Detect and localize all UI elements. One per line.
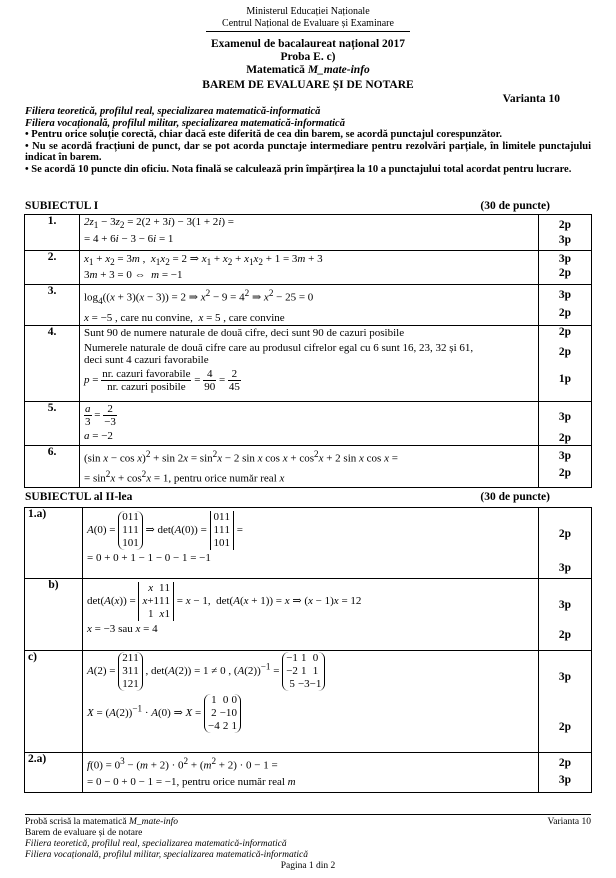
item-1b-points: 3p 2p: [539, 579, 592, 651]
section-1-table: [24, 214, 592, 488]
item-2-points: 3p 2p: [539, 251, 592, 285]
ministry-name: Ministerul Educației Naționale: [246, 6, 370, 17]
item-2-number: 2.: [25, 251, 80, 285]
item-2a-points: 2p 3p: [539, 753, 592, 793]
item-4-points: 2p 2p 1p: [539, 325, 592, 401]
barem-title: BAREM DE EVALUARE ȘI DE NOTARE: [202, 79, 414, 91]
footer-line-3: Filiera teoretică, profilul real, specializarea matematică-informatică: [25, 839, 287, 849]
proba-title: Proba E. c): [280, 51, 336, 63]
section-2-header: [25, 491, 550, 503]
item-1b-row: [25, 579, 592, 651]
section-1-header: [25, 200, 550, 212]
note-2: • Nu se acordă fracțiuni de punct, dar se pot acorda punctaje intermediare pentru rezolvări parțiale, în limitele punctajului indicat în barem.: [25, 140, 591, 164]
footer-variant: Varianta 10: [547, 817, 591, 827]
section-1-title: SUBIECTUL I: [25, 200, 99, 212]
subject-title: Matematică M_mate-info: [246, 64, 370, 76]
item-1b-number: b): [25, 579, 83, 651]
item-1-row: [25, 215, 592, 251]
item-1-solution: $2z_1 - 3z_2 = 2(2 + 3i) - 3(1 + 2i)$ = = 4 + 6i − 3 − 6i = 1: [80, 215, 539, 251]
item-5-points: 3p 2p: [539, 401, 592, 445]
item-1a-row: [25, 508, 592, 579]
item-1-points: 2p 3p: [539, 215, 592, 251]
item-4-number: 4.: [25, 325, 80, 401]
item-2a-number: 2.a): [25, 753, 83, 793]
item-1c-solution: A(2) = 2 1 1 3 1 1 1 2 1 , det(A(2)) = 1 ≠ 0 , $(A(2))^{-1}$ = −1 1 0 −2 1 1 5 −3 −1 $X = (A(2))^{-1} \cdot A(0)$ ⇒ X = 1 0 0 2 −1 0 −4 2 1: [83, 651, 539, 753]
item-4-line-2: Numerele naturale de două cifre care au produsul cifrelor egal cu 6 sunt 16, 23, 32 și 61,: [84, 341, 474, 354]
variant-label: Varianta 10: [502, 93, 560, 105]
item-6-row: [25, 445, 592, 487]
notes-block: [25, 106, 591, 176]
item-1c-number: c): [25, 651, 83, 753]
item-2-row: [25, 251, 592, 285]
item-4-line-1: Sunt 90 de numere naturale de două cifre, deci sunt 90 de cazuri posibile: [84, 326, 405, 339]
item-2-solution: $x_1 + x_2 = 3m$ , $x_1x_2 = 2$ ⇒ $x_1 + x_2 + x_1x_2 + 1 = 3m + 3$ 3m + 3 = 0 ⇔ m = −1: [80, 251, 539, 285]
item-3-points: 3p 2p: [539, 285, 592, 326]
filiera-1: Filiera teoretică, profilul real, specializarea matematică-informatică: [25, 106, 321, 117]
section-2-points: (30 de puncte): [480, 491, 550, 503]
item-1a-number: 1.a): [25, 508, 83, 579]
item-5-row: [25, 401, 592, 445]
item-1b-solution: det(A(x)) = x 1 1 x+1 1 1 1 x 1 = x − 1, det(A(x + 1)) = x ⇒ (x − 1)x = 12 x = −3 sau x = 4: [83, 579, 539, 651]
page-number: Pagina 1 din 2: [280, 861, 336, 871]
item-1a-points: 2p 3p: [539, 508, 592, 579]
exam-title: Examenul de bacalaureat național 2017: [210, 38, 406, 50]
item-6-solution: (sin $x - \cos x)^2 + \sin 2x = \sin^2x - 2$ sin x $\cos x + \cos^2x + 2$ sin x cos x = = $\sin^2x + \cos^2x = 1$, pentru orice număr real x: [80, 445, 539, 487]
section-2-title: SUBIECTUL al II-lea: [25, 491, 133, 503]
item-4-line-3: deci sunt 4 cazuri favorabile: [84, 353, 209, 366]
note-3: • Se acordă 10 puncte din oficiu. Nota finală se calculează prin împărțirea la 10 a punctajului total acordat pentru lucrare.: [25, 163, 572, 175]
item-4-row: [25, 325, 592, 401]
footer-line-1: Probă scrisă la matematică M_mate-info: [25, 817, 179, 827]
item-3-solution: $\log_4((x + 3)(x - 3)) = 2$ ⇒ $x^2 - 9 = 4^2$ ⇒ $x^2 - 25 = 0$ x = −5 , care nu convine, x = 5 , care convine: [80, 285, 539, 326]
item-4-solution: Sunt 90 de numere naturale de două cifre, deci sunt 90 de cazuri posibile Numerele naturale de două cifre care au produsul cifrelor egal cu 6 sunt 16, 23, 32 și 61, deci sunt 4 cazuri favorabile p = $\frac{\text{nr. cazuri favorabile}}{\text{nr. cazuri posibile}}$ = $\frac{4}{90}$ = $\frac{2}{45}$: [80, 325, 539, 401]
item-5-number: 5.: [25, 401, 80, 445]
footer-line-4: Filiera vocațională, profilul militar, specializarea matematică-informatică: [25, 850, 308, 860]
item-2a-solution: $f(0) = 0^3 - (m + 2) \cdot 0^2 + (m^2 + 2) \cdot 0 - 1$ = = 0 − 0 + 0 − 1 = −1, pentru orice număr real m: [83, 753, 539, 793]
page-footer: [25, 814, 591, 872]
item-3-row: [25, 285, 592, 326]
item-1-number: 1.: [25, 215, 80, 251]
filiera-2: Filiera vocațională, profilul militar, specializarea matematică-informatică: [25, 117, 345, 129]
item-6-points: 3p 2p: [539, 445, 592, 487]
center-name: Centrul Național de Evaluare și Examinare: [222, 18, 394, 29]
note-1: • Pentru orice soluție corectă, chiar dacă este diferită de cea din barem, se acordă punctajul corespunzător.: [25, 129, 502, 141]
header-divider: [206, 31, 410, 32]
section-2-table: [24, 507, 592, 793]
section-1-points: (30 de puncte): [480, 200, 550, 212]
item-1c-row: [25, 651, 592, 753]
item-1a-solution: A(0) = 0 1 1 1 1 1 1 0 1 ⇒ det(A(0)) = 0 1 1 1 1 1 1 0 1 = = 0 + 0 + 1 − 1 − 0 − 1 = −1: [83, 508, 539, 579]
item-6-number: 6.: [25, 445, 80, 487]
item-3-number: 3.: [25, 285, 80, 326]
item-5-solution: $\frac{a}{3}$ = $\frac{2}{-3}$ a = −2: [80, 401, 539, 445]
footer-line-2: Barem de evaluare și de notare: [25, 828, 143, 838]
item-1c-points: 3p 2p: [539, 651, 592, 753]
item-2a-row: [25, 753, 592, 793]
